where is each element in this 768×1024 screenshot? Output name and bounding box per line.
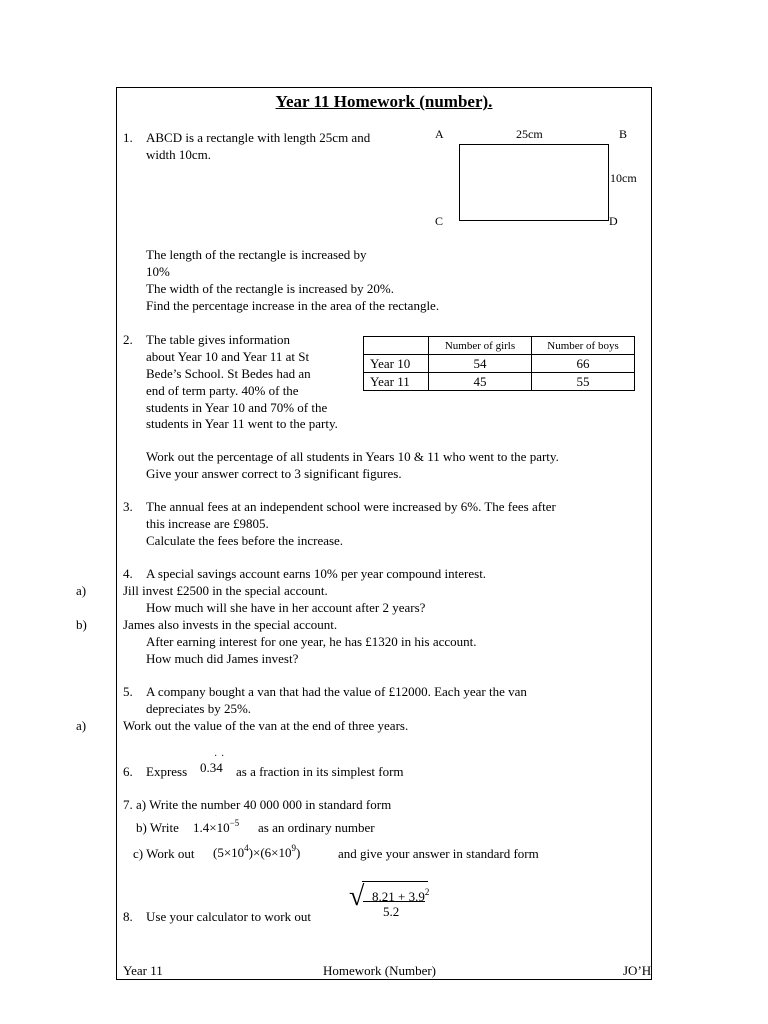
q2-line: about Year 10 and Year 11 at St (146, 349, 310, 364)
q7-c-exp2: 9 (291, 843, 296, 853)
q2-line: students in Year 10 and 70% of the (146, 400, 328, 415)
q4-line1: A special savings account earns 10% per year compound interest. (146, 566, 487, 581)
table-cell-girls: 45 (429, 373, 532, 391)
table-header-row (364, 337, 635, 355)
rect-label-c: C (435, 214, 444, 228)
q7-c-part3: ) (296, 845, 301, 860)
q4-number: 4. (123, 566, 133, 581)
rect-label-length: 25cm (516, 127, 543, 141)
q6-recurring-value: 0.34 (200, 760, 223, 775)
q1-line1: The length of the rectangle is increased by (146, 247, 367, 262)
table-header-cell (364, 337, 429, 355)
q4-b-line3: How much did James invest? (146, 651, 299, 666)
rectangle-diagram (459, 144, 609, 221)
q3-line2: this increase are £9805. (146, 516, 269, 531)
table-header-cell: Number of boys (532, 337, 635, 355)
rect-label-a: A (435, 127, 444, 141)
q1-text-line2: width 10cm. (146, 147, 211, 162)
q2-line-sig: Give your answer correct to 3 significant figures. (146, 466, 402, 481)
square-root-icon: √ (349, 881, 365, 912)
q8-numerator-exp: 2 (424, 887, 430, 897)
table-cell-boys: 66 (532, 355, 635, 373)
q2-line: end of term party. 40% of the (146, 383, 299, 398)
q5-number: 5. (123, 684, 133, 699)
table-cell-boys: 55 (532, 373, 635, 391)
footer-left: Year 11 (123, 963, 163, 978)
q7-c-exp1: 4 (244, 843, 249, 853)
rect-label-b: B (619, 127, 628, 141)
q7-c-part1: (5×10 (213, 845, 245, 860)
q8-numerator-text: 8.21 + 3.9 (372, 889, 425, 904)
table-row (364, 373, 635, 391)
footer-center: Homework (Number) (323, 963, 436, 978)
q7-c-expression (213, 840, 300, 861)
square-root-bar (362, 881, 428, 882)
q7-c-part2: )×(6×10 (248, 845, 292, 860)
q4-a-line1: Jill invest £2500 in the special account. (123, 583, 328, 598)
table-row (364, 355, 635, 373)
q6-rest: as a fraction in its simplest form (236, 764, 404, 779)
q4-a-line2: How much will she have in her account after 2 years? (146, 600, 426, 615)
recurring-dot-1: · (214, 751, 218, 762)
q4-b-line1: James also invests in the special account. (123, 617, 338, 632)
q8-text: Use your calculator to work out (146, 909, 311, 924)
q7-b-exponent: −5 (229, 818, 240, 828)
q5-line2: depreciates by 25%. (146, 701, 252, 716)
q3-line1: The annual fees at an independent school were increased by 6%. The fees after (146, 499, 556, 514)
q1-line3: The width of the rectangle is increased by 20%. (146, 281, 394, 296)
students-table (363, 336, 635, 391)
q3-line3: Calculate the fees before the increase. (146, 533, 344, 548)
q2-line: The table gives information (146, 332, 291, 347)
q7-b-post: as an ordinary number (258, 820, 375, 835)
table-cell-label: Year 11 (364, 373, 429, 391)
q7-a: 7. a) Write the number 40 000 000 in standard form (123, 797, 392, 812)
table-cell-girls: 54 (429, 355, 532, 373)
q8-denominator: 5.2 (383, 904, 400, 919)
fraction-line (363, 901, 425, 902)
q8-number: 8. (123, 909, 133, 924)
q1-line2: 10% (146, 264, 170, 279)
q6-number: 6. (123, 764, 133, 779)
q6-express: Express (146, 764, 188, 779)
table-cell-label: Year 10 (364, 355, 429, 373)
q7-b-pre: b) Write (136, 820, 179, 835)
rect-label-d: D (609, 214, 618, 228)
q2-number: 2. (123, 332, 133, 347)
q7-b-expression (193, 815, 239, 836)
recurring-dot-2: · (221, 751, 225, 762)
q5-line1: A company bought a van that had the value of £12000. Each year the van (146, 684, 527, 699)
q4-a-label: a) (76, 583, 87, 598)
table-header-cell: Number of girls (429, 337, 532, 355)
q5-a-label: a) (76, 718, 87, 733)
q7-c-pre: c) Work out (133, 846, 195, 861)
q4-b-label: b) (76, 617, 87, 632)
rect-label-width: 10cm (610, 171, 637, 185)
q4-b-line2: After earning interest for one year, he has £1320 in his account. (146, 634, 477, 649)
q1-text-line1: ABCD is a rectangle with length 25cm and (146, 130, 371, 145)
q1-number: 1. (123, 130, 133, 145)
q1-line4: Find the percentage increase in the area of the rectangle. (146, 298, 440, 313)
q2-line: Bede’s School. St Bedes had an (146, 366, 311, 381)
page-title: Year 11 Homework (number). (275, 92, 493, 111)
q2-line-work: Work out the percentage of all students in Years 10 & 11 who went to the party. (146, 449, 559, 464)
footer-right: JO’H (623, 963, 652, 978)
q7-b-base: 1.4×10 (193, 820, 230, 835)
q7-c-post: and give your answer in standard form (338, 846, 539, 861)
q5-a-line1: Work out the value of the van at the end of three years. (123, 718, 409, 733)
q2-line: students in Year 11 went to the party. (146, 416, 338, 431)
q3-number: 3. (123, 499, 133, 514)
